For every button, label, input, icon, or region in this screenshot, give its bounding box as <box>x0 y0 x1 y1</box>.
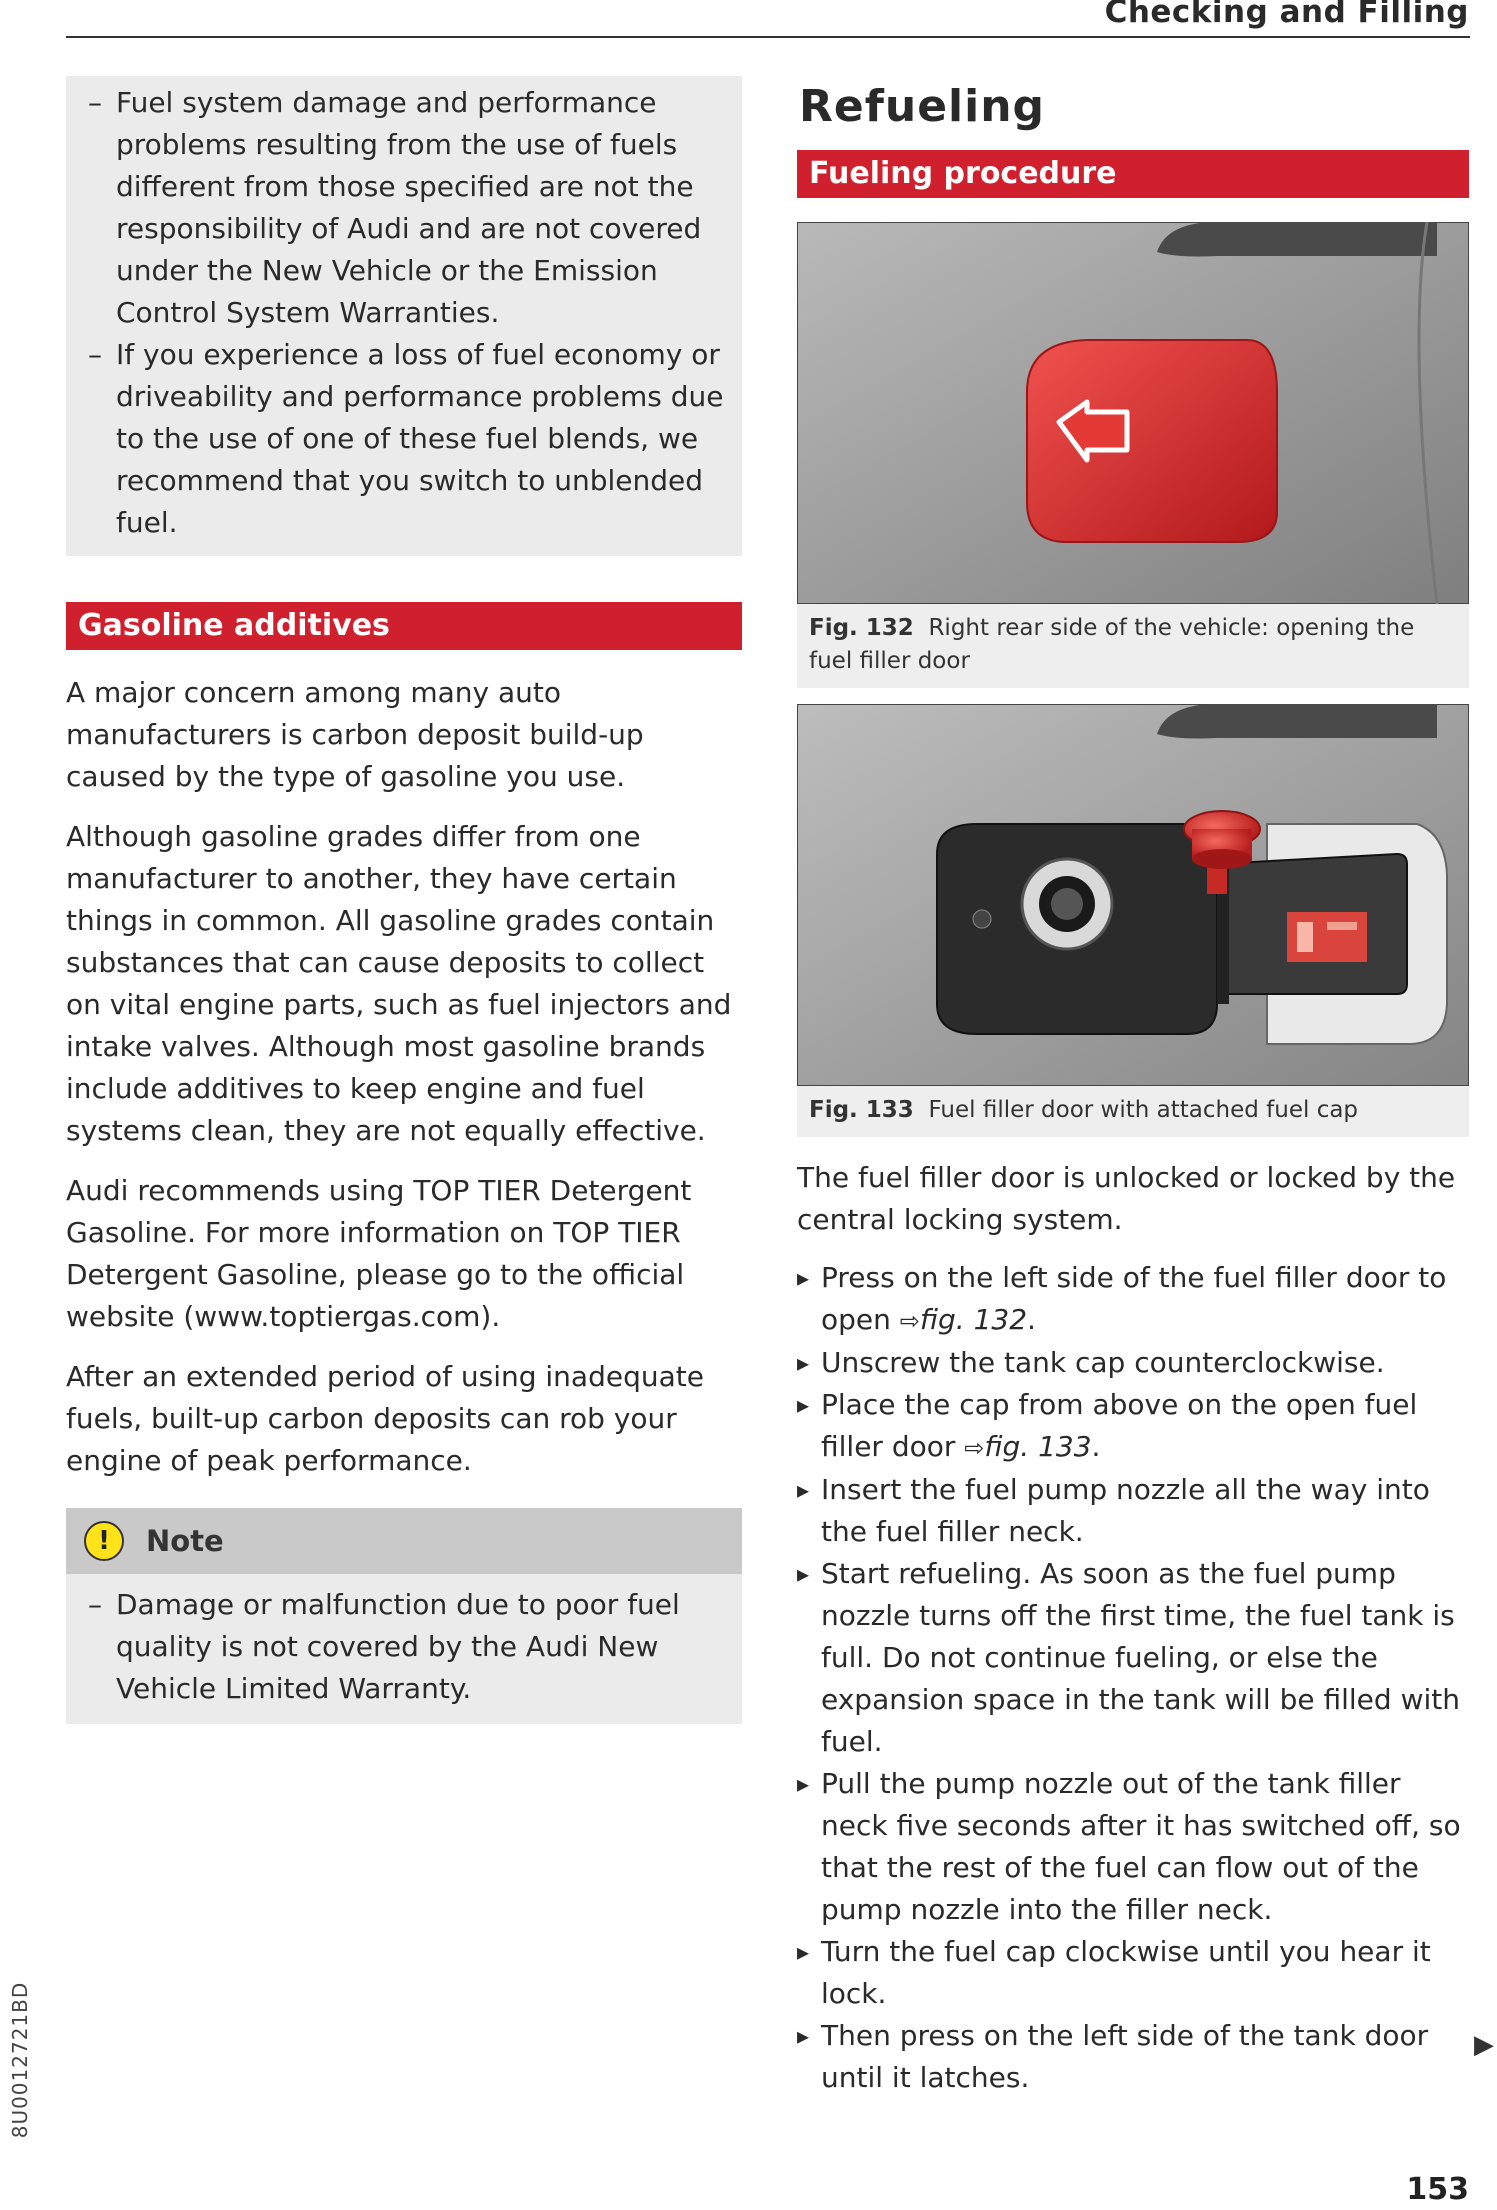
paragraph: A major concern among many auto manufacturers is carbon deposit build-up caused by the type of gasoline you use. <box>66 676 644 793</box>
section-title-gasoline-additives: Gasoline additives <box>66 602 742 650</box>
chapter-heading: Refueling <box>799 81 1046 132</box>
paragraph: After an extended period of using inadequate fuels, built-up carbon deposits can rob your engine of peak performance. <box>66 1360 704 1477</box>
page-number: 153 <box>1406 2172 1469 2207</box>
procedure-steps <box>797 1257 1469 2099</box>
box-item: – Fuel system damage and performance problems resulting from the use of fuels different from those specified are not the responsibility of Audi and are not covered under the New Vehicle or the Emission Control System Warranties. <box>88 82 724 334</box>
procedure-step: ▸ Pull the pump nozzle out of the tank filler neck five seconds after it has switched off, so that the rest of the fuel can flow out of the pump nozzle into the filler neck. <box>797 1763 1469 1931</box>
figure-133 <box>797 704 1469 1137</box>
procedure-step: ▸ Unscrew the tank cap counterclockwise. <box>797 1342 1469 1384</box>
cross-reference-arrow-icon: ⇨ <box>899 1307 920 1335</box>
procedure-step: ▸ Press on the left side of the fuel filler door to open ⇨fig. 132. <box>797 1257 1469 1342</box>
figure-number: Fig. 133 <box>809 1097 914 1123</box>
paragraph: Audi recommends using TOP TIER Detergent Gasoline. For more information on TOP TIER Detergent Gasoline, please go to the official website (www.toptiergas.com). <box>66 1174 692 1333</box>
document-code-vertical: 8U0012721BD <box>8 1981 32 2139</box>
fuel-filler-door-closed-image <box>797 222 1469 604</box>
note-label: Note <box>146 1524 224 1558</box>
figure-number: Fig. 132 <box>809 615 914 641</box>
note-item: – Damage or malfunction due to poor fuel quality is not covered by the Audi New Vehicle Limited Warranty. <box>88 1584 724 1710</box>
note-body <box>66 1574 742 1724</box>
fuel-filler-door-open-image <box>797 704 1469 1086</box>
running-header-title: Checking and Filling <box>1104 0 1469 30</box>
procedure-step: ▸ Start refueling. As soon as the fuel pump nozzle turns off the first time, the fuel tank is full. Do not continue fueling, or else the expansion space in the tank will be filled with fuel. <box>797 1553 1469 1763</box>
warranty-info-box <box>66 76 742 556</box>
box-item: – If you experience a loss of fuel economy or driveability and performance problems due to the use of one of these fuel blends, we recommend that you switch to unblended fuel. <box>88 334 724 544</box>
cross-reference-arrow-icon: ⇨ <box>964 1434 985 1462</box>
continued-arrow-icon: ▶ <box>1474 2030 1494 2060</box>
right-column <box>797 76 1469 2099</box>
note-header <box>66 1508 742 1574</box>
figure-caption <box>797 1086 1469 1137</box>
figure-reference-link[interactable]: fig. 132 <box>919 1303 1028 1336</box>
note-box <box>66 1508 742 1724</box>
section-title-fueling-procedure: Fueling procedure <box>797 150 1469 198</box>
figure-caption-text: Right rear side of the vehicle: opening the fuel filler door <box>809 615 1415 674</box>
procedure-step: ▸ Turn the fuel cap clockwise until you hear it lock. <box>797 1931 1469 2015</box>
procedure-step: ▸ Insert the fuel pump nozzle all the way into the fuel filler neck. <box>797 1469 1469 1553</box>
figure-132 <box>797 222 1469 688</box>
figure-caption-text: Fuel filler door with attached fuel cap <box>928 1097 1359 1123</box>
figure-caption <box>797 604 1469 688</box>
paragraph: Although gasoline grades differ from one manufacturer to another, they have certain things in common. All gasoline grades contain substances that can cause deposits to collect on vital engine parts, such as fuel injectors and intake valves. Although most gasoline brands include additives to keep engine and fuel systems clean, they are not equally effective. <box>66 820 732 1147</box>
exclamation-icon: ! <box>84 1521 124 1561</box>
procedure-step: ▸ Place the cap from above on the open fuel filler door ⇨fig. 133. <box>797 1384 1469 1469</box>
figure-reference-link[interactable]: fig. 133 <box>984 1430 1092 1463</box>
left-column <box>66 76 742 1724</box>
procedure-step: ▸ Then press on the left side of the tank door until it latches. <box>797 2015 1469 2099</box>
intro-paragraph: The fuel filler door is unlocked or locked by the central locking system. <box>797 1161 1456 1236</box>
header-rule <box>66 36 1470 38</box>
